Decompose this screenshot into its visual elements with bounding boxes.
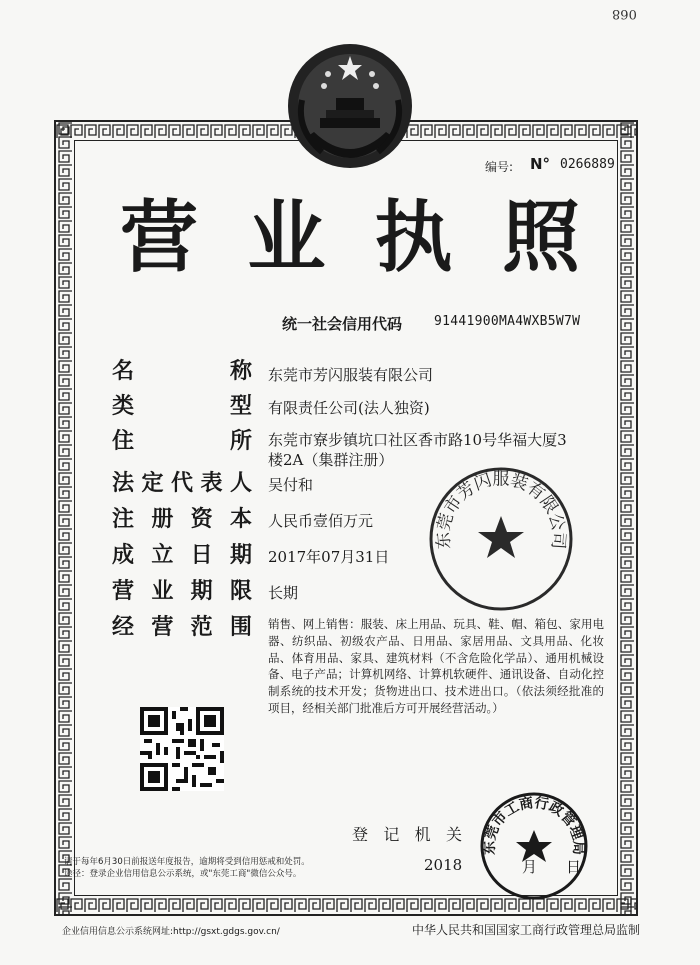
serial-number-label: 编号: [485, 160, 514, 174]
border-pattern-left [56, 122, 74, 914]
border-pattern-right [618, 122, 636, 914]
title-char: 业 [247, 192, 326, 283]
capital-label: 注 册 资 本 [112, 507, 252, 532]
name-label: 名 称 [112, 359, 252, 384]
authority-seal [478, 790, 590, 902]
registration-day: 日 [566, 858, 582, 876]
company-seal-text: 东莞市芳闪服装有限公司 [433, 469, 569, 550]
notice-line: 请于每年6月30日前报送年度报告，逾期将受到信用惩戒和处罚。 [64, 857, 310, 867]
capital-value: 人民币壹佰万元 [268, 512, 374, 530]
registration-year: 2018 [424, 856, 463, 874]
scope-label: 经 营 范 围 [112, 615, 252, 640]
title-char: 营 [120, 192, 199, 283]
established-label: 成 立 日 期 [112, 543, 252, 568]
registration-authority-label: 登 记 机 关 [352, 825, 462, 844]
serial-number-symbol: N° [530, 155, 551, 173]
registration-month: 月 [522, 858, 538, 876]
scope-value: 销售、网上销售：服装、床上用品、玩具、鞋、帽、箱包、家用电器、纺织品、初级农产品、日用品、家居用品、文具用品、化妆品、体育用品、家具、建筑材料（不含危险化学品）、通用机械设备、电子产品；计算机网络、计算机软硬件、通讯设备、自动化控制系统的技术开发；货物进出口、技术进出口。（依法须经批准的项目，经相关部门批准后方可开展经营活动。） [268, 617, 604, 715]
footer-website: 企业信用信息公示系统网址:http://gsxt.gdgs.gov.cn/ [62, 927, 280, 937]
title-char: 照 [501, 192, 580, 283]
title-char: 执 [374, 192, 453, 283]
footer-issuer: 中华人民共和国国家工商行政管理总局监制 [412, 923, 641, 937]
national-emblem-icon [282, 40, 418, 176]
notice-line: 途径：登录企业信用信息公示系统，或"东莞工商"微信公众号。 [64, 869, 302, 879]
page-number-mark: 068 [612, 6, 637, 21]
qr-code [140, 707, 224, 791]
type-label: 类 型 [112, 394, 252, 419]
term-value: 长期 [268, 584, 299, 602]
term-label: 营 业 期 限 [112, 579, 252, 604]
legal-rep-label: 法 定 代 表 人 [112, 471, 252, 496]
legal-rep-value: 吴付和 [268, 476, 314, 494]
credit-code-label: 统一社会信用代码 [282, 315, 403, 333]
address-value-line2: 楼2A（集群注册） [268, 451, 394, 469]
credit-code-value: 91441900MA4WXB5W7W [434, 314, 581, 329]
established-value: 2017年07月31日 [268, 548, 390, 566]
type-value: 有限责任公司(法人独资) [268, 399, 430, 417]
annual-report-notice [64, 856, 364, 880]
name-value: 东莞市芳闪服装有限公司 [268, 366, 434, 384]
serial-number-value: 0266889 [560, 157, 615, 172]
address-value-line1: 东莞市寮步镇坑口社区香市路10号华福大厦3 [268, 431, 567, 449]
company-seal [426, 464, 576, 614]
certificate-title [120, 188, 580, 288]
authority-seal-text: 东莞市工商行政管理局 [481, 795, 587, 856]
address-label: 住 所 [112, 429, 252, 454]
